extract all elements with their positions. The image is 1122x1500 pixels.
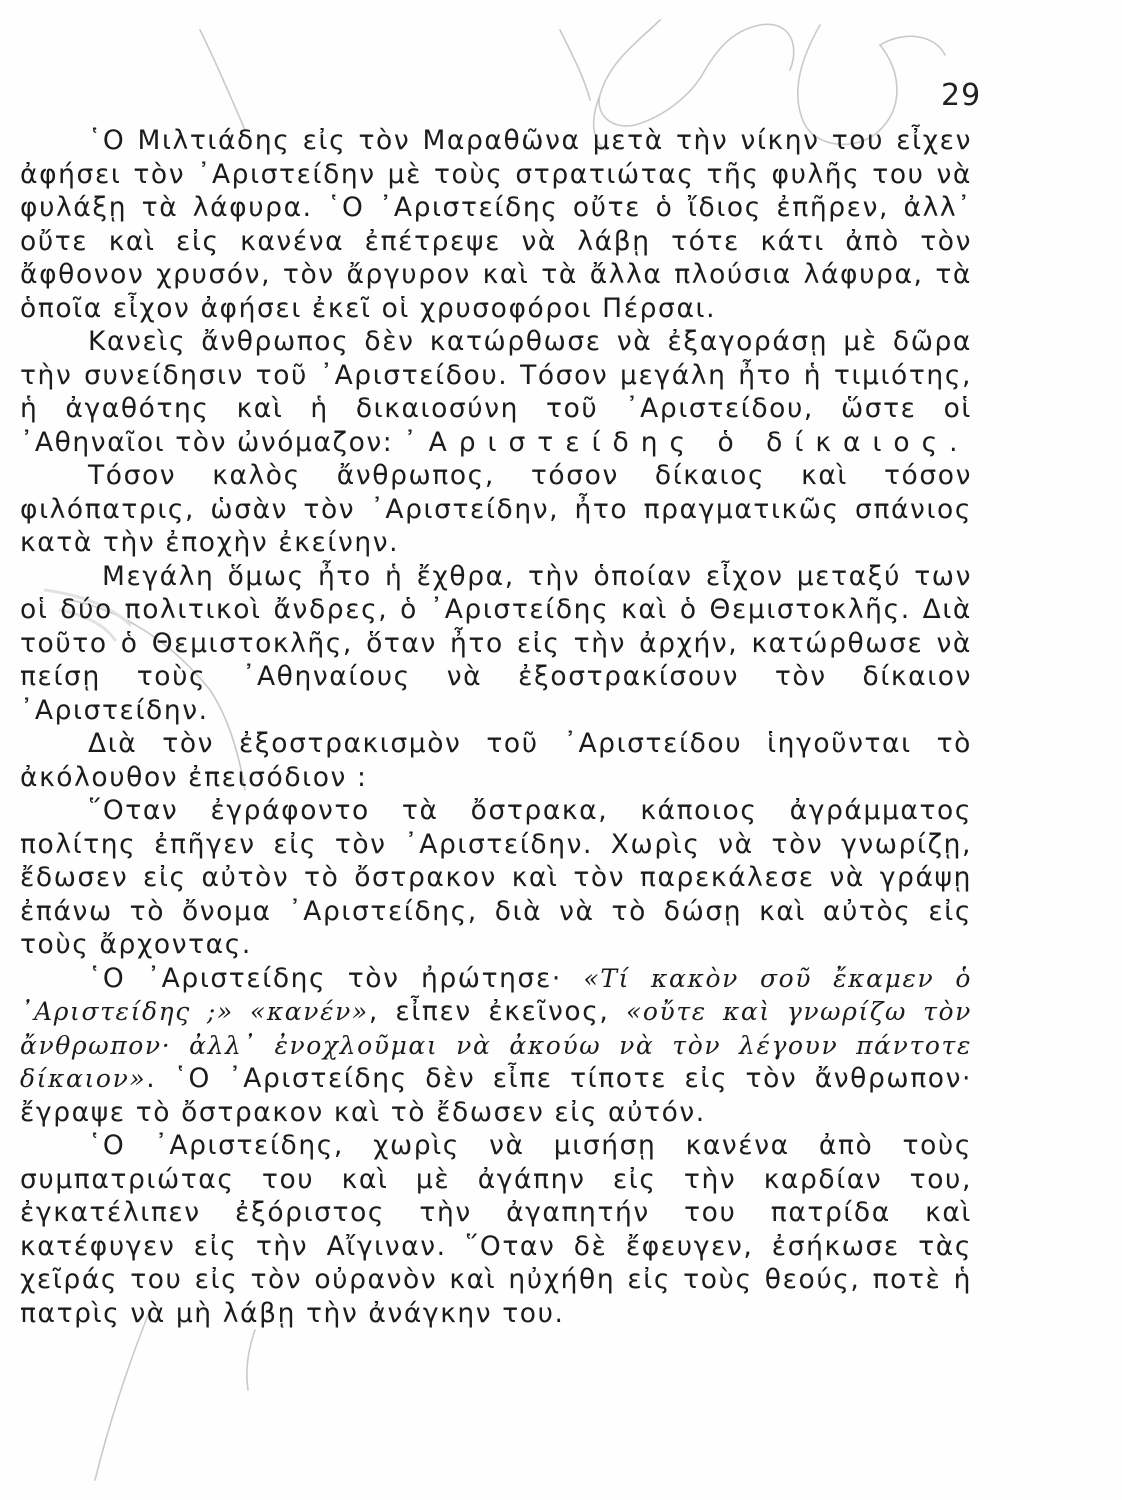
paragraph-7-middle: , εἶπεν ἐκεῖνος, [368, 996, 626, 1027]
page-number: 29 [941, 78, 982, 113]
paragraph-5: Διὰ τὸν ἐξοστρακισμὸν τοῦ ᾿Αριστείδου ἱηγοῦνται τὸ ἀκόλουθον ἐπεισόδιον : [20, 728, 972, 793]
paragraph-7 [20, 962, 972, 1130]
body-text [20, 124, 972, 1330]
paragraph-3: Τόσον καλὸς ἄνθρωπος, τόσον δίκαιος καὶ τόσον φιλόπατρις, ὡσὰν τὸν ᾿Αριστείδην, ἦτο πραγματικῶς σπάνιος κατὰ τὴν ἐποχὴν ἐκείνην. [20, 460, 972, 558]
paragraph-2-text: Κανεὶς ἄνθρωπος δὲν κατώρθωσε νὰ ἐξαγοράσῃ μὲ δῶρα τὴν συνείδησιν τοῦ ᾿Αριστείδου. Τόσον μεγάλη ἦτο ἡ τιμιότης, ἡ ἀγαθότης καὶ ἡ δικαιοσύνη τοῦ ᾿Αριστείδου, ὥστε οἱ ᾿Αθηναῖοι τὸν ὠνόμαζον: [20, 326, 972, 458]
paragraph-2 [20, 325, 972, 459]
quote-question: «Τί κακὸν σοῦ ἔκαμεν ὁ ᾿Αριστείδης ;» «κανέν» [20, 963, 972, 1026]
paragraph-4: Μεγάλη ὅμως ἦτο ἡ ἔχθρα, τὴν ὁποίαν εἶχον μεταξύ των οἱ δύο πολιτικοὶ ἄνδρες, ὁ ᾿Αριστείδης καὶ ὁ Θεμιστοκλῆς. Διὰ τοῦτο ὁ Θεμιστοκλῆς, ὅταν ἦτο εἰς τὴν ἀρχήν, κατώρθωσε νὰ πείσῃ τοὺς ᾿Αθηναίους νὰ ἐξοστρακίσουν τὸν δίκαιον ᾿Αριστείδην. [20, 560, 972, 726]
quote-answer: «οὔτε καὶ γνωρίζω τὸν ἄνθρωπον· ἀλλ᾿ ἐνοχλοῦμαι νὰ ἀκούω νὰ τὸν λέγουν πάντοτε δίκαιον» [20, 997, 972, 1093]
paragraph-7-end: . ῾Ο ᾿Αριστείδης δὲν εἶπε τίποτε εἰς τὸν ἄνθρωπον· ἔγραψε τὸ ὄστρακον καὶ τὸ ἔδωσεν εἰς αὐτόν. [20, 1063, 972, 1128]
paragraph-6: ῞Οταν ἐγράφοντο τὰ ὄστρακα, κάποιος ἀγράμματος πολίτης ἐπῆγεν εἰς τὸν ᾿Αριστείδην. Χωρὶς νὰ τὸν γνωρίζῃ, ἔδωσεν εἰς αὐτὸν τὸ ὄστρακον καὶ τὸν παρεκάλεσε νὰ γράψῃ ἐπάνω τὸ ὄνομα ᾿Αριστείδης, διὰ νὰ τὸ δώσῃ καὶ αὐτὸς εἰς τοὺς ἄρχοντας. [20, 795, 972, 960]
epithet-aristeides-the-just: ᾿Αριστείδης ὁ δίκαιος. [403, 426, 970, 458]
paragraph-8: ῾Ο ᾿Αριστείδης, χωρὶς νὰ μισήσῃ κανένα ἀπὸ τοὺς συμπατριώτας του καὶ μὲ ἀγάπην εἰς τὴν καρδίαν του, ἐγκατέλιπεν ἐξόριστος τὴν ἀγαπητήν του πατρίδα καὶ κατέφυγεν εἰς τὴν Αἴγιναν. ῞Οταν δὲ ἔφευγεν, ἐσήκωσε τὰς χεῖράς του εἰς τὸν οὐρανὸν καὶ ηὐχήθη εἰς τοὺς θεούς, ποτὲ ἡ πατρὶς νὰ μὴ λάβῃ τὴν ἀνάγκην του. [20, 1130, 972, 1329]
paragraph-1: ῾Ο Μιλτιάδης εἰς τὸν Μαραθῶνα μετὰ τὴν νίκην του εἶχεν ἀφήσει τὸν ᾿Αριστείδην μὲ τοὺς στρατιώτας τῆς φυλῆς του νὰ φυλάξῃ τὰ λάφυρα. ῾Ο ᾿Αριστείδης οὔτε ὁ ἴδιος ἐπῆρεν, ἀλλ᾿ οὔτε καὶ εἰς κανένα ἐπέτρεψε νὰ λάβῃ τότε κάτι ἀπὸ τὸν ἄφθονον χρυσόν, τὸν ἄργυρον καὶ τὰ ἄλλα πλούσια λάφυρα, τὰ ὁποῖα εἶχον ἀφήσει ἐκεῖ οἱ χρυσοφόροι Πέρσαι. [20, 125, 972, 324]
paragraph-7-intro: ῾Ο ᾿Αριστείδης τὸν ἠρώτησε· [88, 962, 584, 994]
